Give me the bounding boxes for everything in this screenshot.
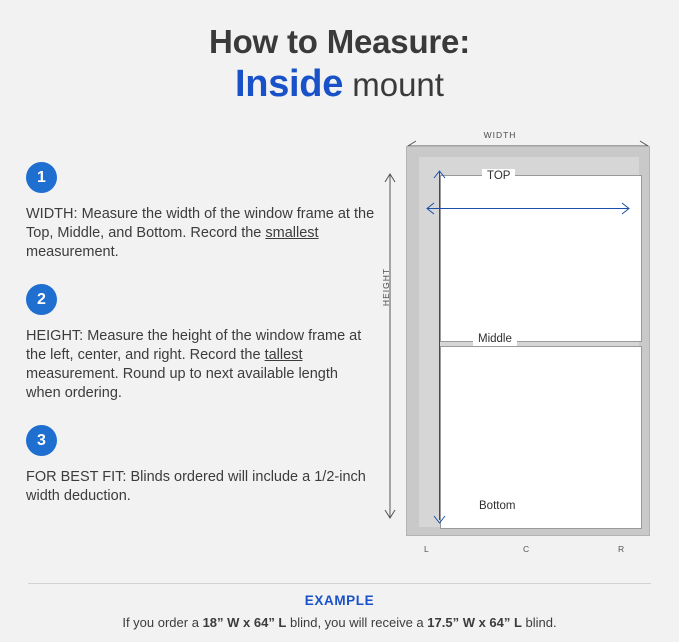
step-1-badge: 1 bbox=[26, 162, 57, 193]
example-bold-1: 18” W x 64” L bbox=[202, 615, 287, 630]
step-3-text-before: Blinds ordered will include a 1/2-inch width deduction. bbox=[26, 469, 366, 504]
example-text-2: blind, you will receive a bbox=[286, 615, 428, 630]
measure-width-arrowheads bbox=[422, 202, 634, 215]
step-2-text bbox=[26, 327, 376, 403]
label-middle: Middle bbox=[473, 332, 517, 346]
example-text-1: If you order a bbox=[122, 615, 203, 630]
step-1 bbox=[26, 162, 376, 262]
step-1-text-before: Measure the width of the window frame at the Top, Middle, and Bottom. Record the bbox=[26, 206, 375, 241]
step-1-underlined: smallest bbox=[265, 225, 319, 241]
step-3-label: FOR BEST FIT: bbox=[26, 469, 127, 485]
step-3-badge: 3 bbox=[26, 425, 57, 456]
title-line-1: How to Measure: bbox=[208, 23, 471, 60]
window-pane-top bbox=[440, 175, 642, 342]
title-emphasis: Inside bbox=[235, 63, 344, 105]
instruction-steps bbox=[26, 162, 376, 520]
step-2-label: HEIGHT: bbox=[26, 328, 84, 344]
step-2-underlined: tallest bbox=[264, 347, 303, 363]
example-text-3: blind. bbox=[521, 615, 557, 630]
label-right-mark: R bbox=[618, 544, 625, 554]
label-center-mark: C bbox=[523, 544, 530, 554]
height-label: HEIGHT bbox=[381, 267, 391, 307]
step-2-badge: 2 bbox=[26, 284, 57, 315]
measure-height-arrowheads bbox=[433, 166, 446, 528]
footer-divider bbox=[28, 583, 651, 584]
page-title bbox=[0, 22, 679, 107]
step-3 bbox=[26, 425, 376, 506]
label-top: TOP bbox=[482, 169, 515, 183]
label-left-mark: L bbox=[424, 544, 429, 554]
example-text bbox=[0, 615, 679, 630]
label-bottom: Bottom bbox=[474, 499, 520, 513]
example-footer bbox=[0, 593, 679, 630]
step-1-label: WIDTH: bbox=[26, 206, 78, 222]
height-dimension-arrow bbox=[382, 172, 398, 520]
example-title: EXAMPLE bbox=[304, 593, 375, 608]
step-3-text bbox=[26, 468, 376, 506]
title-line-2 bbox=[0, 62, 679, 107]
step-2-text-before: Measure the height of the window frame at the left, center, and right. Record the bbox=[26, 328, 362, 363]
step-2-text-after: measurement. Round up to next available length when ordering. bbox=[26, 366, 338, 401]
step-2 bbox=[26, 284, 376, 403]
step-1-text bbox=[26, 205, 376, 262]
example-bold-2: 17.5” W x 64” L bbox=[427, 615, 522, 630]
window-diagram bbox=[378, 130, 660, 560]
window-pane-bottom bbox=[440, 346, 642, 529]
width-label: WIDTH bbox=[378, 130, 622, 140]
step-1-text-after: measurement. bbox=[26, 244, 119, 260]
title-rest: mount bbox=[343, 66, 444, 103]
